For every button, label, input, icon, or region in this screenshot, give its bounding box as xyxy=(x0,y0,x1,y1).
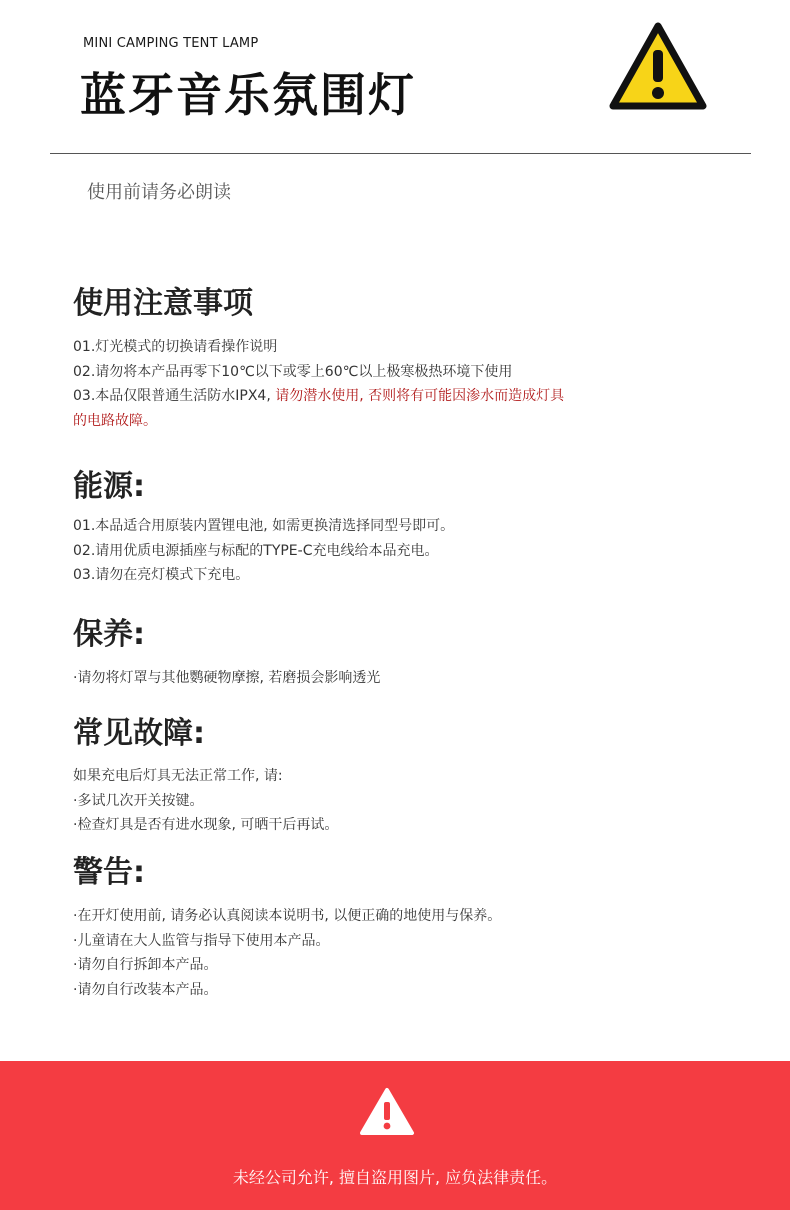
english-subtitle: MINI CAMPING TENT LAMP xyxy=(83,36,259,51)
warning-line-2: ·儿童请在大人监管与指导下使用本产品。 xyxy=(73,932,330,949)
usage-line-3 xyxy=(73,384,633,409)
maintenance-heading: 保养: xyxy=(73,617,145,652)
usage-line-4-warning: 的电路故障。 xyxy=(73,412,157,429)
power-heading: 能源: xyxy=(73,469,145,504)
warning-triangle-icon xyxy=(608,20,708,114)
power-line-3: 03.请勿在亮灯模式下充电。 xyxy=(73,567,250,583)
usage-list xyxy=(73,335,633,433)
power-line-2: 02.请用优质电源插座与标配的TYPE-C充电线给本品充电。 xyxy=(73,542,439,559)
copyright-notice: 未经公司允许, 擅自盗用图片, 应负法律责任。 xyxy=(232,1168,558,1187)
usage-line-3-normal: 03.本品仅限普通生活防水IPX4, xyxy=(73,388,276,404)
faults-line-2: ·多试几次开关按键。 xyxy=(73,792,204,809)
power-line-1: 01.本品适合用原装内置锂电池, 如需更换清选择同型号即可。 xyxy=(73,518,455,534)
warning-line-4: ·请勿自行改装本产品。 xyxy=(73,981,218,998)
usage-heading: 使用注意事项 xyxy=(73,286,253,321)
faults-list xyxy=(73,764,633,838)
usage-line-2: 02.请勿将本产品再零下10℃以下或零上60℃以上极寒极热环境下使用 xyxy=(73,363,513,380)
page-title: 蓝牙音乐氛围灯 xyxy=(80,68,416,122)
warning-list xyxy=(73,904,633,1002)
warning-heading: 警告: xyxy=(73,855,145,890)
read-before-use-note: 使用前请务必朗读 xyxy=(87,182,231,203)
usage-line-3-warning: 请勿潜水使用, 否则将有可能因渗水而造成灯具 xyxy=(275,388,565,404)
usage-line-1: 01.灯光模式的切换请看操作说明 xyxy=(73,339,278,355)
warning-triangle-icon xyxy=(359,1087,415,1137)
faults-line-3: ·检查灯具是否有进水现象, 可晒干后再试。 xyxy=(73,817,339,833)
warning-line-1: ·在开灯使用前, 请务必认真阅读本说明书, 以便正确的地使用与保养。 xyxy=(73,908,502,924)
faults-heading: 常见故障: xyxy=(73,716,205,751)
warning-line-3: ·请勿自行拆卸本产品。 xyxy=(73,957,218,973)
faults-line-1: 如果充电后灯具无法正常工作, 请: xyxy=(73,768,283,784)
maintenance-line-1: ·请勿将灯罩与其他鹦硬物摩擦, 若磨损会影响透光 xyxy=(73,670,381,686)
maintenance-list xyxy=(73,666,633,691)
power-list xyxy=(73,514,633,588)
header-divider xyxy=(50,153,751,154)
